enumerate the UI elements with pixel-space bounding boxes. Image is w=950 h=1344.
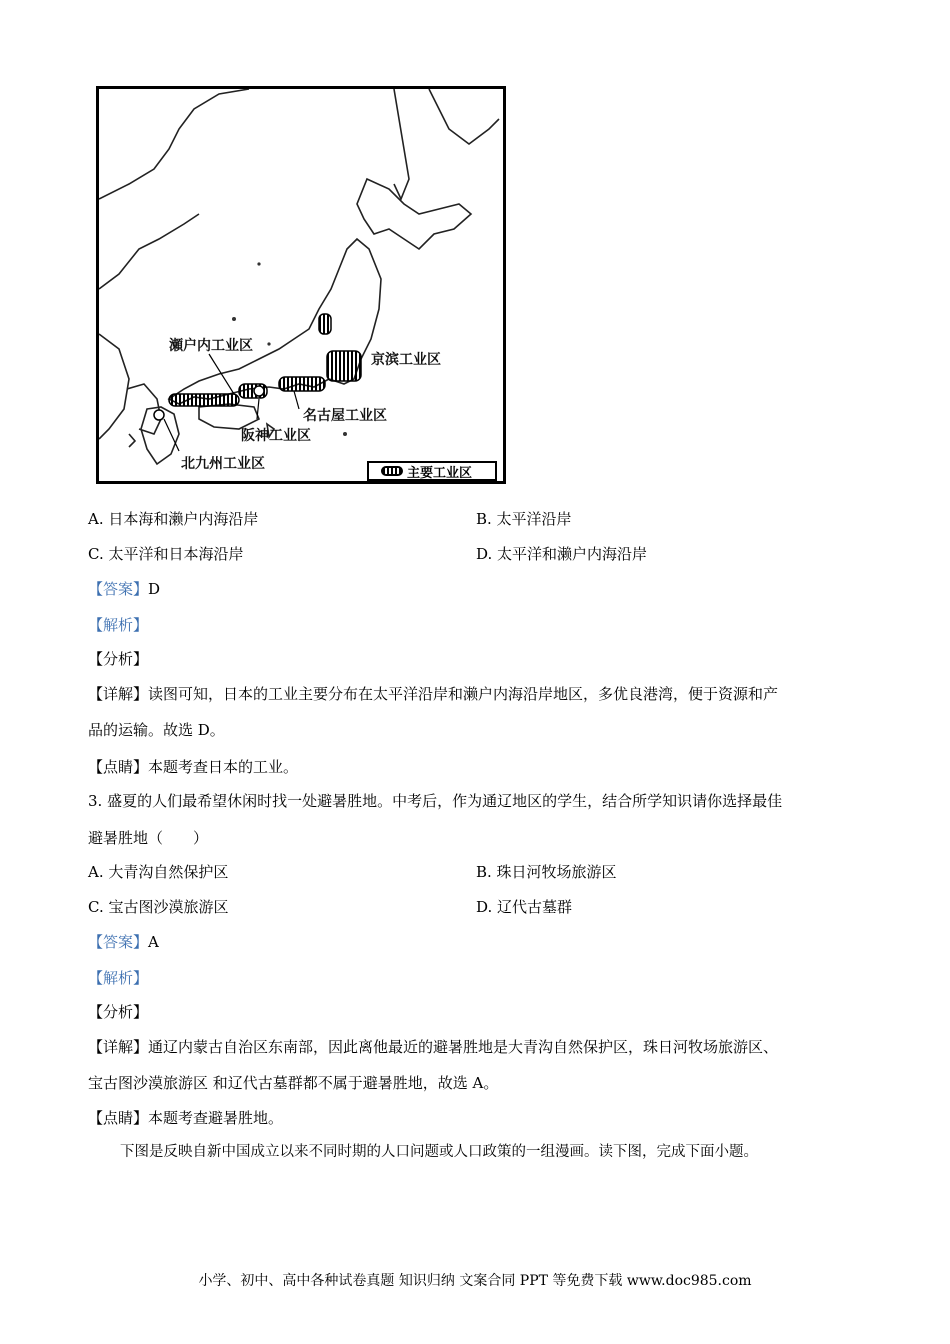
q2-analysis-tag: 【解析】 xyxy=(88,616,149,634)
label-kitakyushu: 北九州工业区 xyxy=(181,456,265,472)
q2-detail-line1: 【详解】读图可知，日本的工业主要分布在太平洋沿岸和濑户内海沿岸地区，多优良港湾，便于资源和产 xyxy=(88,685,779,703)
answer-value: A xyxy=(148,933,159,951)
q2-option-b: B. 太平洋沿岸 xyxy=(476,510,572,528)
japan-industry-map xyxy=(96,86,506,484)
q3-answer xyxy=(88,932,159,952)
page-footer: 小学、初中、高中各种试卷真题 知识归纳 文案合同 PPT 等免费下载 www.doc985.com xyxy=(198,1273,752,1289)
answer-value: D xyxy=(148,580,161,598)
q2-option-d: D. 太平洋和濑户内海沿岸 xyxy=(476,545,648,563)
q3-fenxi: 【分析】 xyxy=(88,1003,149,1021)
q3-stem-line2: 避暑胜地（ ） xyxy=(88,829,209,847)
label-setouchi: 瀬户内工业区 xyxy=(169,338,253,354)
q3-analysis-tag: 【解析】 xyxy=(88,969,149,987)
q2-dianjing: 【点睛】本题考查日本的工业。 xyxy=(88,758,299,776)
q3-option-c: C. 宝古图沙漠旅游区 xyxy=(88,898,229,916)
answer-tag: 【答案】 xyxy=(88,580,149,598)
map-legend xyxy=(367,461,497,481)
label-hanshin: 阪神工业区 xyxy=(241,428,311,444)
industrial-zone-legend-icon xyxy=(381,466,403,476)
answer-tag: 【答案】 xyxy=(88,933,149,951)
q2-answer xyxy=(88,579,160,599)
legend-label: 主要工业区 xyxy=(407,465,473,481)
q2-option-c: C. 太平洋和日本海沿岸 xyxy=(88,545,244,563)
q2-fenxi: 【分析】 xyxy=(88,650,149,668)
q3-detail-line2: 宝古图沙漠旅游区 和辽代古墓群都不属于避暑胜地，故选 A。 xyxy=(88,1074,499,1092)
intro-text: 下图是反映自新中国成立以来不同时期的人口问题或人口政策的一组漫画。读下图，完成下面小题。 xyxy=(120,1144,758,1160)
q3-option-b: B. 珠日河牧场旅游区 xyxy=(476,863,617,881)
q3-option-d: D. 辽代古墓群 xyxy=(476,898,573,916)
q3-option-a: A. 大青沟自然保护区 xyxy=(88,863,229,881)
q3-detail-line1: 【详解】通辽内蒙古自治区东南部，因此离他最近的避暑胜地是大青沟自然保护区，珠日河牧场旅游区、 xyxy=(88,1038,779,1056)
q3-dianjing: 【点睛】本题考查避暑胜地。 xyxy=(88,1109,284,1127)
q2-option-a: A. 日本海和濑户内海沿岸 xyxy=(88,510,259,528)
map-outline xyxy=(99,89,503,481)
label-nagoya: 名古屋工业区 xyxy=(303,408,387,424)
q3-stem-line1: 3. 盛夏的人们最希望休闲时找一处避暑胜地。中考后，作为通辽地区的学生，结合所学知识请你选择最佳 xyxy=(88,792,783,810)
q2-detail-line2: 品的运输。故选 D。 xyxy=(88,721,225,739)
label-keihin: 京滨工业区 xyxy=(371,352,441,368)
